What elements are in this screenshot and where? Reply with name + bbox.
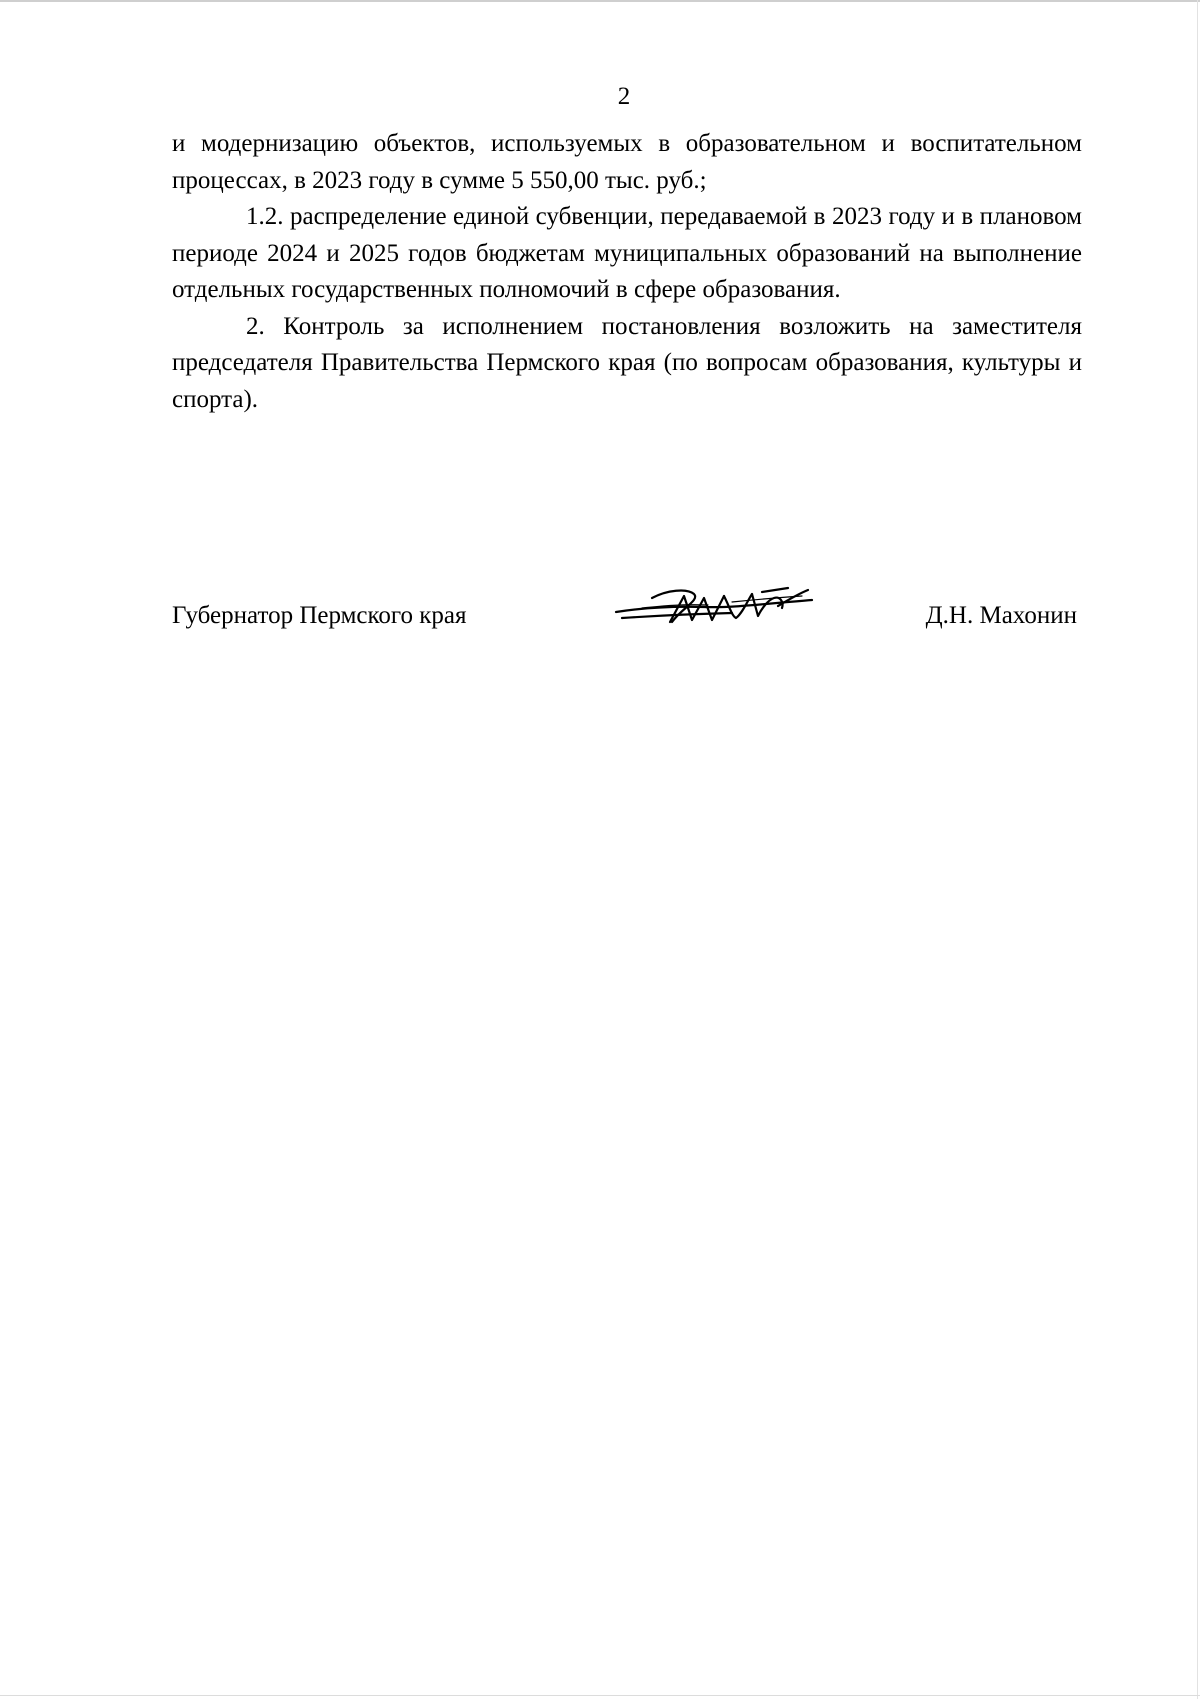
scan-edge-bottom — [0, 1695, 1200, 1696]
scan-edge-top — [0, 0, 1200, 2]
document-body — [172, 126, 1082, 418]
paragraph-item-2: 2. Контроль за исполнением постановления возложить на заместителя председателя Правительства Пермского края (по вопросам образования, культуры и спорта). — [172, 312, 1082, 413]
handwritten-signature-icon — [612, 578, 822, 630]
paragraph-item-1-2: 1.2. распределение единой субвенции, передаваемой в 2023 году и в плановом периоде 2024 и 2025 годов бюджетам муниципальных образований на выполнение отдельных государственных полномочий в сфере образования. — [172, 203, 1082, 303]
scan-edge-right — [1197, 0, 1198, 1699]
page-number: 2 — [617, 83, 631, 110]
signatory-title: Губернатор Пермского края — [172, 602, 467, 629]
paragraph-continuation: и модернизацию объектов, используемых в образовательном и воспитательном процессах, в 2023 году в сумме 5 550,00 тыс. руб.; — [172, 130, 1082, 194]
signatory-name: Д.Н. Махонин — [925, 602, 1077, 629]
